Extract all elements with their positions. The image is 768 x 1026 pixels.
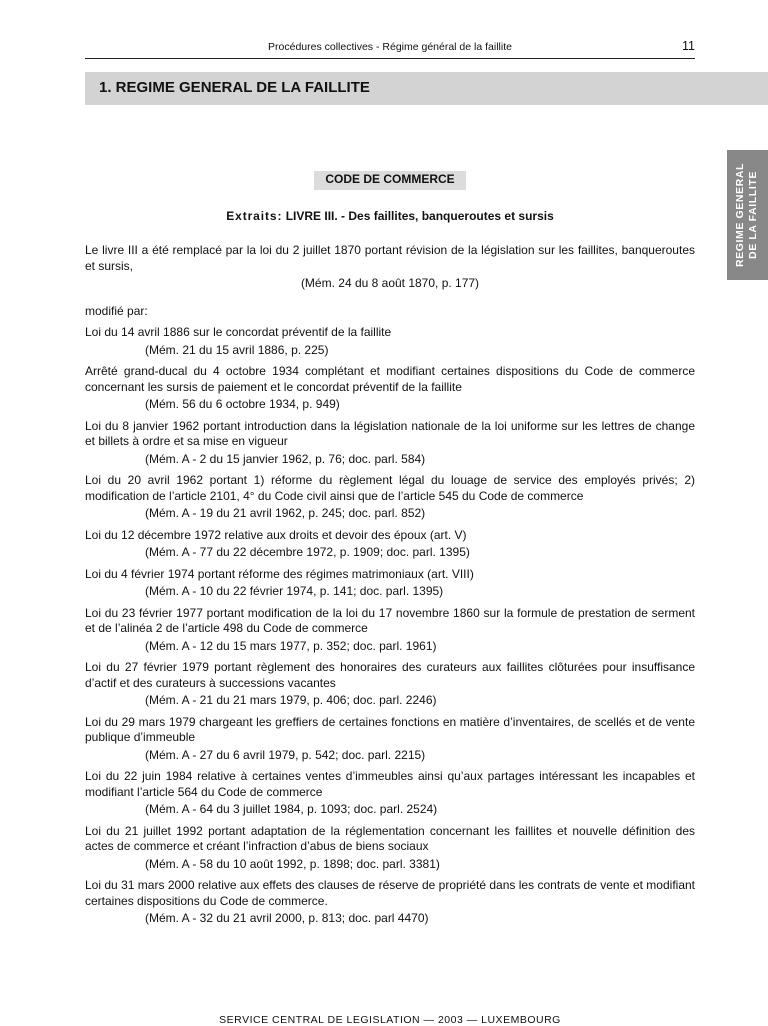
law-entry-text: Loi du 23 février 1977 portant modification de la loi du 17 novembre 1860 sur la formule de prestation de serment et de l’alinéa 2 de l’article 498 du Code de commerce [85, 605, 695, 635]
law-entry-reference: (Mém. A - 27 du 6 avril 1979, p. 542; doc. parl. 2215) [145, 747, 426, 762]
modified-by-label: modifié par: [85, 303, 148, 318]
law-entry [85, 473, 695, 522]
law-entry-text: Loi du 22 juin 1984 relative à certaines ventes d’immeubles ainsi qu’aux partages intéressant les incapables et modifiant l’article 564 du Code de commerce [85, 769, 695, 799]
code-title: CODE DE COMMERCE [314, 171, 466, 190]
law-entry [85, 606, 695, 655]
law-entry [85, 878, 695, 927]
running-title: Procédures collectives - Régime général de la faillite [268, 41, 512, 53]
law-entry [85, 364, 695, 413]
law-entry-reference: (Mém. A - 21 du 21 mars 1979, p. 406; doc. parl. 2246) [145, 693, 437, 707]
page-number: 11 [682, 39, 695, 53]
law-entry-text: Loi du 8 janvier 1962 portant introduction dans la législation nationale de la loi uniforme sur les lettres de change et billets à ordre et sa mise en vigueur [85, 418, 695, 448]
law-entry [85, 325, 695, 358]
law-entry-text: Loi du 4 février 1974 portant réforme des régimes matrimoniaux (art. VIII) [85, 566, 474, 581]
law-entry [85, 660, 695, 709]
extract-heading [85, 209, 695, 223]
law-entry-reference: (Mém. 56 du 6 octobre 1934, p. 949) [145, 397, 340, 411]
law-entry-text: Arrêté grand-ducal du 4 octobre 1934 complétant et modifiant certaines dispositions du Code de commerce concernant les sursis de paiement et le concordat préventif de la faillite [85, 364, 695, 394]
law-entry-reference: (Mém. A - 58 du 10 août 1992, p. 1898; doc. parl. 3381) [145, 856, 440, 871]
law-entry-text: Loi du 12 décembre 1972 relative aux droits et devoir des époux (art. V) [85, 527, 467, 542]
side-tab [727, 150, 768, 280]
intro-reference: (Mém. 24 du 8 août 1870, p. 177) [300, 276, 480, 290]
law-entry-text: Loi du 14 avril 1886 sur le concordat préventif de la faillite [85, 325, 392, 339]
law-entry [85, 567, 695, 600]
extract-prefix: Extraits: [226, 209, 283, 223]
section-title-bar [85, 72, 768, 105]
law-entry-reference: (Mém. 21 du 15 avril 1886, p. 225) [145, 342, 329, 357]
law-entry-text: Loi du 31 mars 2000 relative aux effets des clauses de réserve de propriété dans les contrats de vente et modifiant certaines dispositions du Code de commerce. [85, 878, 695, 908]
law-entry-text: Loi du 29 mars 1979 chargeant les greffiers de certaines fonctions en matière d’inventaires, de scellés et de vente publique d’immeuble [85, 714, 695, 744]
document-body [85, 243, 695, 933]
law-entry-reference: (Mém. A - 12 du 15 mars 1977, p. 352; doc. parl. 1961) [145, 638, 437, 653]
law-entry [85, 715, 695, 764]
side-tab-line-2: DE LA FAILLITE [747, 171, 759, 259]
law-entry-text: Loi du 27 février 1979 portant règlement des honoraires des curateurs aux faillites clôturées pour insuffisance d’actif et des curateurs à successions vacantes [85, 660, 695, 690]
extract-title: LIVRE III. - Des faillites, banqueroutes et sursis [285, 209, 554, 223]
page-footer: SERVICE CENTRAL DE LEGISLATION — 2003 — LUXEMBOURG [219, 1014, 561, 1026]
law-entry-reference: (Mém. A - 77 du 22 décembre 1972, p. 1909; doc. parl. 1395) [145, 545, 470, 559]
law-entry-text: Loi du 21 juillet 1992 portant adaptation de la réglementation concernant les faillites et nouvelle définition des actes de commerce et créant l’infraction d’abus de biens sociaux [85, 823, 695, 853]
law-entry [85, 769, 695, 818]
running-header [85, 40, 695, 59]
law-entry-reference: (Mém. A - 19 du 21 avril 1962, p. 245; doc. parl. 852) [145, 506, 426, 520]
law-entry-reference: (Mém. A - 64 du 3 juillet 1984, p. 1093; doc. parl. 2524) [145, 802, 438, 816]
law-entry [85, 528, 695, 561]
side-tab-label [734, 163, 760, 267]
section-title: 1. REGIME GENERAL DE LA FAILLITE [99, 79, 370, 96]
law-entry-reference: (Mém. A - 10 du 22 février 1974, p. 141; doc. parl. 1395) [145, 584, 444, 598]
law-entry-text: Loi du 20 avril 1962 portant 1) réforme du règlement légal du louage de service des employés privés; 2) modification de l’article 2101, 4° du Code civil ainsi que de l’article 545 du Code de commerce [85, 473, 695, 503]
side-tab-line-1: REGIME GENERAL [734, 162, 746, 268]
intro-text: Le livre III a été remplacé par la loi du 2 juillet 1870 portant révision de la législation sur les faillites, banqueroutes et sursis, [85, 243, 695, 273]
law-entry-reference: (Mém. A - 2 du 15 janvier 1962, p. 76; doc. parl. 584) [145, 451, 426, 466]
law-entry [85, 824, 695, 873]
law-entry-reference: (Mém. A - 32 du 21 avril 2000, p. 813; doc. parl 4470) [145, 911, 429, 925]
law-entry [85, 419, 695, 468]
